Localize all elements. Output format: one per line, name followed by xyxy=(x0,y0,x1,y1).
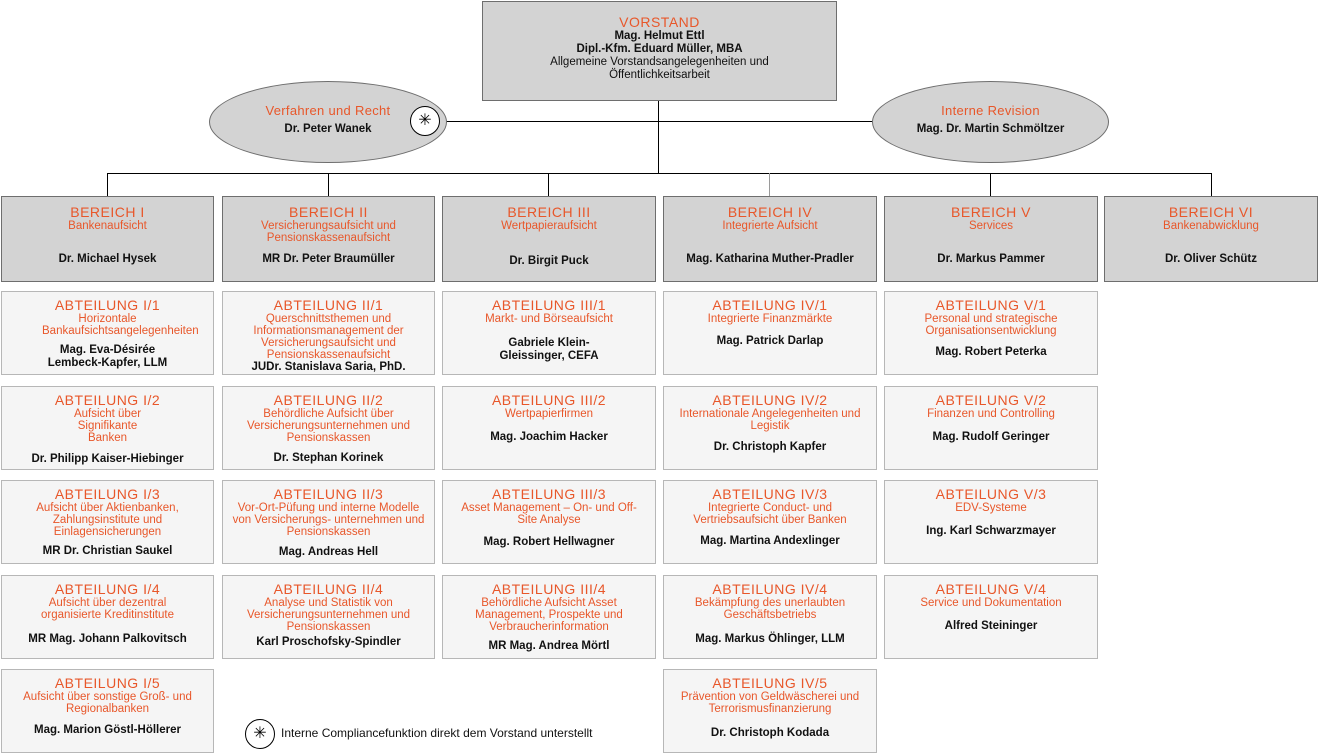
abteilung-subtitle: Finanzen und Controlling xyxy=(927,408,1055,420)
bereich-subtitle: Services xyxy=(968,220,1014,232)
abteilung-head: MR Mag. Andrea Mörtl xyxy=(488,640,610,652)
abteilung-title: ABTEILUNG III/4 xyxy=(491,581,607,597)
abteilung-title: ABTEILUNG V/2 xyxy=(935,392,1047,408)
abteilung-head: JUDr. Stanislava Saria, PhD. xyxy=(251,361,406,373)
abteilung-title: ABTEILUNG IV/3 xyxy=(712,486,828,502)
abteilung-head: Mag. Markus Öhlinger, LLM xyxy=(695,633,845,645)
bereich-title: BEREICH V xyxy=(951,204,1031,220)
bereich-subtitle: Integrierte Aufsicht xyxy=(722,220,818,232)
abteilung-subtitle: Wertpapierfirmen xyxy=(505,408,593,420)
abteilung-title: ABTEILUNG I/2 xyxy=(54,392,161,408)
compliance-icon: ✳ xyxy=(410,106,440,136)
abteilung-head: Mag. Rudolf Geringer xyxy=(932,431,1050,443)
connector-bereich-4 xyxy=(769,173,770,196)
abteilung-v-3 xyxy=(884,480,1098,564)
abteilung-head: Dr. Christoph Kodada xyxy=(710,727,830,739)
abteilung-subtitle: Internationale Angelegenheiten und Legistik xyxy=(679,408,861,432)
abteilung-title: ABTEILUNG II/1 xyxy=(273,297,384,313)
abteilung-head: Mag. Robert Hellwagner xyxy=(483,536,615,548)
abteilung-i-4 xyxy=(1,575,214,659)
bereich-2 xyxy=(222,196,435,282)
abteilung-head: Ing. Karl Schwarzmayer xyxy=(926,525,1056,537)
vorstand-member-1: Mag. Helmut Ettl xyxy=(614,30,705,42)
abteilung-head: Mag. Robert Peterka xyxy=(935,346,1047,358)
abteilung-i-2 xyxy=(1,386,214,470)
abteilung-subtitle: Integrierte Finanzmärkte xyxy=(707,313,833,325)
connector-bereich-2 xyxy=(328,173,329,196)
abteilung-title: ABTEILUNG II/4 xyxy=(273,581,384,597)
abteilung-iii-4 xyxy=(442,575,656,659)
bereich-head: Dr. Oliver Schütz xyxy=(1164,253,1258,265)
connector-staff-horizontal xyxy=(446,121,873,122)
bereich-4 xyxy=(663,196,877,282)
abteilung-title: ABTEILUNG III/1 xyxy=(491,297,607,313)
bereich-title: BEREICH I xyxy=(70,204,145,220)
abteilung-iv-5 xyxy=(663,669,877,753)
bereich-subtitle: Versicherungsaufsicht und Pensionskassenaufsicht xyxy=(261,220,396,244)
abteilung-subtitle: Querschnittsthemen und Informationsmanagement der Versicherungsaufsicht und Pensionskassenaufsicht xyxy=(253,313,404,361)
abteilung-title: ABTEILUNG III/2 xyxy=(491,392,607,408)
abteilung-iii-3 xyxy=(442,480,656,564)
abteilung-subtitle: Horizontale Bankaufsichtsangelegenheiten xyxy=(42,313,199,337)
abteilung-head: Mag. Eva-Désirée Lembeck-Kapfer, LLM xyxy=(47,344,168,369)
bereich-head: Dr. Michael Hysek xyxy=(58,253,157,265)
abteilung-ii-2 xyxy=(222,386,435,470)
abteilung-subtitle: Vor-Ort-Püfung und interne Modelle von Versicherungs- unternehmen und Pensionskassen xyxy=(232,502,425,538)
abteilung-subtitle: Aufsicht über Signifikante Banken xyxy=(73,408,142,444)
abteilung-subtitle: Personal und strategische Organisationsentwicklung xyxy=(924,313,1058,337)
abteilung-head: MR Dr. Christian Saukel xyxy=(42,545,173,557)
abteilung-subtitle: Asset Management – On- und Off-Site Analyse xyxy=(461,502,637,526)
abteilung-iv-3 xyxy=(663,480,877,564)
connector-bereich-1 xyxy=(107,173,108,196)
abteilung-title: ABTEILUNG V/4 xyxy=(935,581,1047,597)
abteilung-title: ABTEILUNG I/5 xyxy=(54,675,161,691)
abteilung-title: ABTEILUNG IV/1 xyxy=(712,297,828,313)
vorstand-member-2: Dipl.-Kfm. Eduard Müller, MBA xyxy=(576,43,743,55)
abteilung-iv-1 xyxy=(663,291,877,375)
abteilung-subtitle: Aufsicht über Aktienbanken, Zahlungsinstitute und Einlagensicherungen xyxy=(36,502,179,538)
legend-text: Interne Compliancefunktion direkt dem Vorstand unterstellt xyxy=(281,726,593,740)
abteilung-head: Alfred Steininger xyxy=(944,620,1038,632)
abteilung-subtitle: Behördliche Aufsicht über Versicherungsunternehmen und Pensionskassen xyxy=(246,408,411,444)
abteilung-subtitle: Aufsicht über sonstige Groß- und Regionalbanken xyxy=(23,691,192,715)
abteilung-head: Mag. Martina Andexlinger xyxy=(700,535,840,547)
bereich-head: MR Dr. Peter Braumüller xyxy=(262,253,395,265)
abteilung-title: ABTEILUNG I/4 xyxy=(54,581,161,597)
bereich-subtitle: Bankenabwicklung xyxy=(1163,220,1259,232)
abteilung-subtitle: Prävention von Geldwäscherei und Terrorismusfinanzierung xyxy=(680,691,860,715)
abteilung-title: ABTEILUNG III/3 xyxy=(491,486,607,502)
abteilung-title: ABTEILUNG V/1 xyxy=(935,297,1047,313)
bereich-5 xyxy=(884,196,1098,282)
bereich-1 xyxy=(1,196,214,282)
abteilung-subtitle: Integrierte Conduct- und Vertriebsaufsicht über Banken xyxy=(693,502,847,526)
abteilung-title: ABTEILUNG IV/5 xyxy=(712,675,828,691)
abteilung-subtitle: EDV-Systeme xyxy=(955,502,1027,514)
abteilung-i-5 xyxy=(1,669,214,753)
abteilung-title: ABTEILUNG V/3 xyxy=(935,486,1047,502)
abteilung-title: ABTEILUNG I/1 xyxy=(54,297,161,313)
bereich-head: Dr. Markus Pammer xyxy=(937,253,1045,265)
bereich-3 xyxy=(442,196,656,282)
abteilung-subtitle: Markt- und Börseaufsicht xyxy=(485,313,613,325)
abteilung-subtitle: Analyse und Statistik von Versicherungsunternehmen und Pensionskassen xyxy=(246,597,411,633)
abteilung-subtitle: Service und Dokumentation xyxy=(920,597,1062,609)
abteilung-head: Dr. Philipp Kaiser-Hiebinger xyxy=(31,453,184,465)
bereich-title: BEREICH II xyxy=(289,204,368,220)
abteilung-head: Dr. Stephan Korinek xyxy=(273,452,384,464)
abteilung-subtitle: Aufsicht über dezentral organisierte Kreditinstitute xyxy=(41,597,174,621)
abteilung-head: Mag. Marion Göstl-Höllerer xyxy=(34,724,181,736)
vorstand-box xyxy=(482,1,837,101)
connector-bereich-bus xyxy=(107,173,1211,174)
abteilung-subtitle: Bekämpfung des unerlaubten Geschäftsbetriebs xyxy=(694,597,846,621)
abteilung-head: Karl Proschofsky-Spindler xyxy=(256,636,401,648)
vorstand-title: VORSTAND xyxy=(619,14,700,30)
abteilung-title: ABTEILUNG IV/2 xyxy=(712,392,828,408)
abteilung-iv-4 xyxy=(663,575,877,659)
abteilung-head: Mag. Patrick Darlap xyxy=(716,335,824,347)
connector-bereich-5 xyxy=(990,173,991,196)
abteilung-i-3 xyxy=(1,480,214,564)
abteilung-head: Mag. Andreas Hell xyxy=(278,546,379,558)
abteilung-v-1 xyxy=(884,291,1098,375)
bereich-head: Mag. Katharina Muther-Pradler xyxy=(686,253,854,265)
abteilung-v-2 xyxy=(884,386,1098,470)
staff-title: Verfahren und Recht xyxy=(265,103,391,118)
abteilung-title: ABTEILUNG IV/4 xyxy=(712,581,828,597)
abteilung-iii-2 xyxy=(442,386,656,470)
staff-title: Interne Revision xyxy=(941,103,1040,118)
bereich-subtitle: Wertpapieraufsicht xyxy=(501,220,597,232)
abteilung-title: ABTEILUNG II/2 xyxy=(273,392,384,408)
abteilung-iii-1 xyxy=(442,291,656,375)
staff-interne-revision xyxy=(872,81,1109,163)
legend-compliance-icon: ✳ xyxy=(245,719,275,749)
vorstand-subtitle: Allgemeine Vorstandsangelegenheiten und Öffentlichkeitsarbeit xyxy=(550,56,769,81)
connector-bereich-6 xyxy=(1211,173,1212,196)
bereich-title: BEREICH IV xyxy=(727,204,813,220)
abteilung-title: ABTEILUNG I/3 xyxy=(54,486,161,502)
bereich-head: Dr. Birgit Puck xyxy=(509,255,589,267)
abteilung-ii-4 xyxy=(222,575,435,659)
abteilung-head: MR Mag. Johann Palkovitsch xyxy=(28,633,187,645)
staff-name: Mag. Dr. Martin Schmöltzer xyxy=(916,123,1065,135)
abteilung-subtitle: Behördliche Aufsicht Asset Management, Prospekte und Verbraucherinformation xyxy=(475,597,623,633)
abteilung-v-4 xyxy=(884,575,1098,659)
connector-vorstand-down xyxy=(658,100,659,173)
bereich-6 xyxy=(1104,196,1318,282)
abteilung-head: Mag. Joachim Hacker xyxy=(490,431,608,443)
bereich-subtitle: Bankenaufsicht xyxy=(68,220,147,232)
abteilung-head: Dr. Christoph Kapfer xyxy=(713,441,827,453)
abteilung-i-1 xyxy=(1,291,214,375)
abteilung-title: ABTEILUNG II/3 xyxy=(273,486,384,502)
abteilung-head: Gabriele Klein-Gleissinger, CEFA xyxy=(499,337,599,362)
bereich-title: BEREICH III xyxy=(507,204,591,220)
abteilung-ii-3 xyxy=(222,480,435,564)
abteilung-ii-1 xyxy=(222,291,435,375)
bereich-title: BEREICH VI xyxy=(1168,204,1254,220)
connector-bereich-3 xyxy=(548,173,549,196)
staff-name: Dr. Peter Wanek xyxy=(284,123,372,135)
abteilung-iv-2 xyxy=(663,386,877,470)
